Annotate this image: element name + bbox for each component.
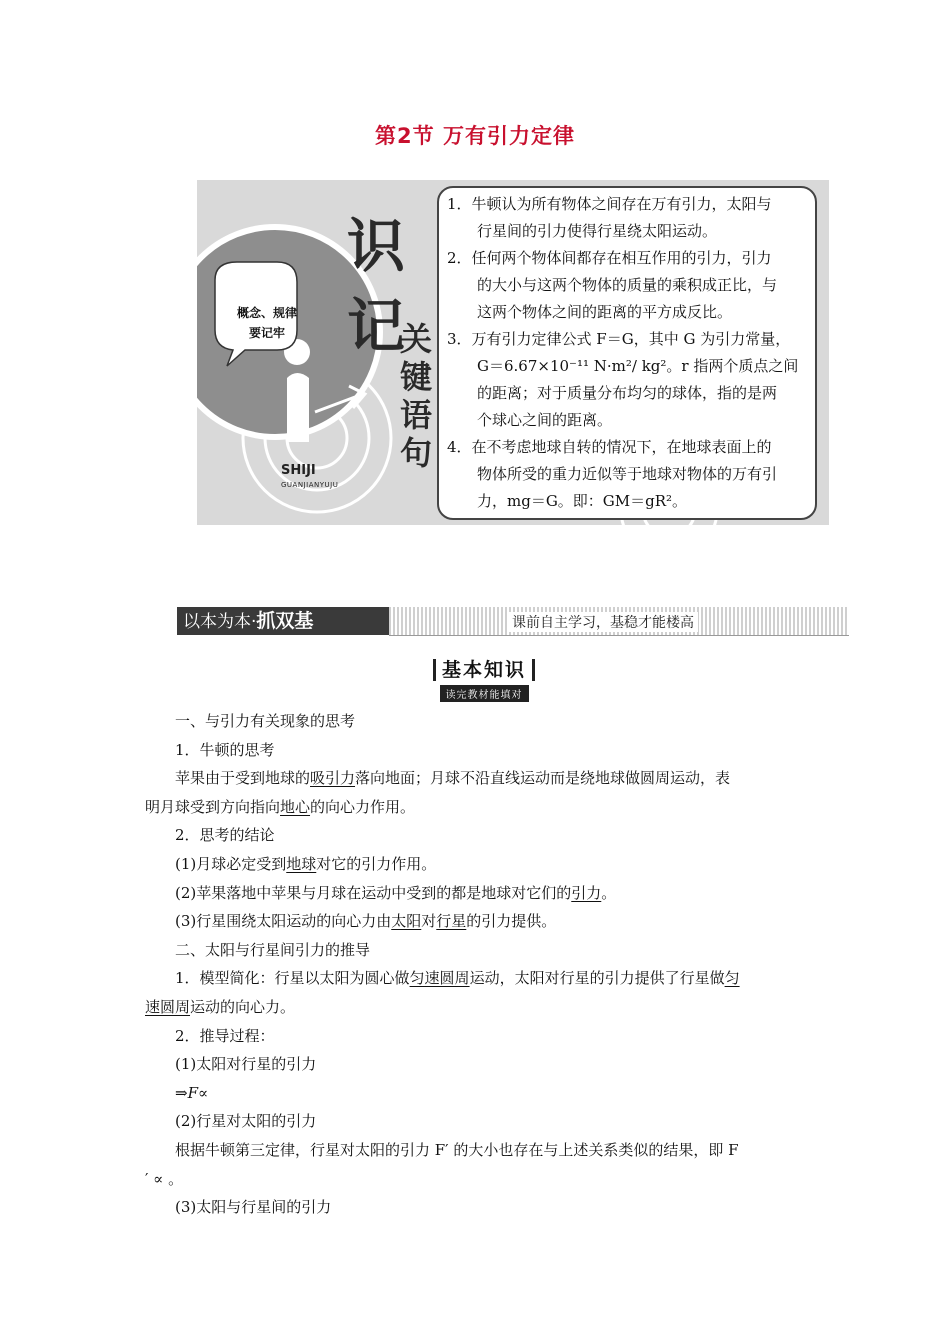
key-line: 行星间的引力使得行星绕太阳运动。 xyxy=(477,222,718,240)
key-line: 1．牛顿认为所有物体之间存在万有引力，太阳与 xyxy=(447,195,772,213)
key-point-2 xyxy=(447,245,807,326)
heading: 二、太阳与行星间引力的推导 xyxy=(175,940,371,959)
text: 。 xyxy=(601,883,617,902)
paragraph: ′ ∝ 。 xyxy=(145,1169,184,1188)
knowledge-badge-sub: 读完教材能填对 xyxy=(440,685,529,702)
subheading: 2．思考的结论 xyxy=(175,826,275,845)
text: (2)苹果落地中苹果与月球在运动中受到的都是地球对它们的 xyxy=(175,883,572,902)
key-line: 这两个物体之间的距离的平方成反比。 xyxy=(477,303,733,321)
small-char: 关 xyxy=(400,320,433,358)
section-label-bold: 抓双基 xyxy=(256,610,314,632)
formula: ⇒F∝ xyxy=(175,1083,209,1102)
page-title: 第2节 万有引力定律 xyxy=(375,124,575,148)
blank-answer: 引力 xyxy=(571,883,602,902)
key-point-1 xyxy=(447,191,807,245)
key-line: 2．任何两个物体间都存在相互作用的引力，引力 xyxy=(447,249,772,267)
paragraph xyxy=(145,850,825,879)
paragraph xyxy=(145,879,825,908)
text: 的引力提供。 xyxy=(466,912,557,931)
text: 运动，太阳对行星的引力提供了行星做 xyxy=(469,969,725,988)
knowledge-badge-title: 基本知识 xyxy=(433,659,535,681)
formula-result xyxy=(145,1079,825,1108)
paragraph xyxy=(145,993,825,1022)
paragraph: 根据牛顿第三定律，行星对太阳的引力 F′ 的大小也存在与上述关系类似的结果，即 F xyxy=(175,1140,739,1159)
subheading: 1．牛顿的思考 xyxy=(175,740,275,759)
speech-bubble-text xyxy=(227,303,307,343)
text: 对 xyxy=(421,912,437,931)
heading: 一、与引力有关现象的思考 xyxy=(175,712,356,730)
key-line: 3．万有引力定律公式 F＝G，其中 G 为引力常量， xyxy=(447,330,791,348)
paragraph: (1)太阳对行星的引力 xyxy=(175,1055,317,1074)
blank-answer: 地球 xyxy=(286,854,317,873)
key-line: 4．在不考虑地球自转的情况下，在地球表面上的 xyxy=(447,438,772,456)
small-char: 句 xyxy=(400,434,433,472)
blank-answer: 匀速圆周 xyxy=(409,969,470,988)
paragraph xyxy=(145,907,825,936)
blank-answer: 地心 xyxy=(280,797,311,816)
knowledge-badge xyxy=(425,655,543,702)
key-line: 的距离；对于质量分布均匀的球体，指的是两 xyxy=(477,384,778,402)
key-points-box xyxy=(437,186,817,520)
text: 1．模型简化：行星以太阳为圆心做 xyxy=(175,969,410,988)
text: (1)月球必定受到 xyxy=(175,854,287,873)
text: 苹果由于受到地球的 xyxy=(175,769,311,788)
big-char: 识 xyxy=(347,212,406,280)
section-label-text: 以本为本· xyxy=(183,612,257,632)
blank-answer: 速圆周 xyxy=(145,997,191,1016)
key-line: 的大小与这两个物体的质量的乘积成正比，与 xyxy=(477,276,778,294)
key-line: 物体所受的重力近似等于地球对物体的万有引 xyxy=(477,465,778,483)
blank-answer: 匀 xyxy=(724,969,740,988)
paragraph xyxy=(145,764,825,793)
key-line: 力，mg＝G。即：GM＝gR²。 xyxy=(477,492,688,510)
small-char: 键 xyxy=(400,358,433,396)
text: 对它的引力作用。 xyxy=(316,854,437,873)
text: 落向地面；月球不沿直线运动而是绕地球做圆周运动，表 xyxy=(355,769,731,788)
key-point-3 xyxy=(447,326,807,434)
blank-answer: 太阳 xyxy=(391,912,422,931)
key-point-4 xyxy=(447,434,807,515)
subheading: 2．推导过程： xyxy=(175,1026,275,1045)
key-line: G＝6.67×10⁻¹¹ N·m²/ kg²。r 指两个质点之间 xyxy=(477,357,799,375)
bubble-line: 概念、规律 xyxy=(236,306,297,320)
paragraph xyxy=(145,793,825,822)
paragraph: (2)行星对太阳的引力 xyxy=(175,1112,317,1131)
section-subtitle: 课前自主学习，基稳才能楼高 xyxy=(508,612,698,632)
body-text xyxy=(145,707,825,1222)
text: 明月球受到方向指向 xyxy=(145,797,281,816)
text: 运动的向心力。 xyxy=(190,997,296,1016)
text: (3)行星围绕太阳运动的向心力由 xyxy=(175,912,392,931)
section-label xyxy=(177,607,389,635)
key-line: 个球心之间的距离。 xyxy=(477,411,613,429)
panel-logo: SHIJI xyxy=(281,463,316,478)
panel-logo-sub: GUANJIANYUJU xyxy=(281,481,339,489)
big-char: 记 xyxy=(347,292,406,360)
paragraph xyxy=(145,964,825,993)
blank-answer: 行星 xyxy=(436,912,467,931)
text: 的向心力作用。 xyxy=(310,797,416,816)
small-char: 语 xyxy=(400,396,433,434)
bubble-line: 要记牢 xyxy=(248,326,285,340)
paragraph: (3)太阳与行星间的引力 xyxy=(175,1198,332,1217)
blank-answer: 吸引力 xyxy=(310,769,356,788)
